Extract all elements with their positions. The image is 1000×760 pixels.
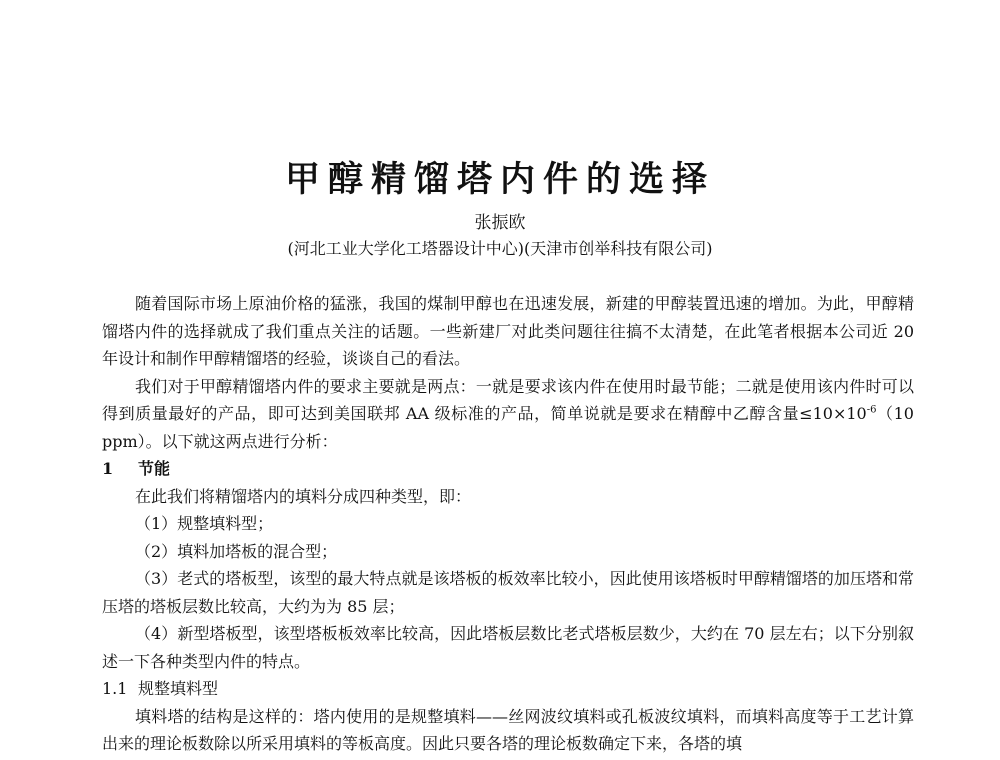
intro-paragraph: 随着国际市场上原油价格的猛涨，我国的煤制甲醇也在迅速发展，新建的甲醇装置迅速的增加。为此，甲醇精馏塔内件的选择就成了我们重点关注的话题。一些新建厂对此类问题往往搞不太清楚，在此笔者根据本公司近 20 年设计和制作甲醇精馏塔的经验，谈谈自己的看法。: [102, 294, 914, 368]
author-affiliation: (河北工业大学化工塔器设计中心)(天津市创举科技有限公司): [287, 239, 713, 258]
paper-title: 甲醇精馏塔内件的选择: [284, 159, 715, 200]
requirements-text: 我们对于甲醇精馏塔内件的要求主要就是两点：一就是要求该内件在使用时最节能；二就是使用该内件时可以得到质量最好的产品，即可达到美国联邦 AA 级标准的产品，简单说就是要求在精醇中乙醇含量≤10×10: [102, 376, 914, 423]
list-item-1: （1）规整填料型；: [135, 514, 274, 533]
list-item-2: （2）填料加塔板的混合型；: [135, 541, 338, 561]
list-item-3: （3）老式的塔板型，该型的最大特点就是该塔板的板效率比较小，因此使用该塔板时甲醇精馏塔的加压塔和常压塔的塔板层数比较高，大约为为 85 层；: [102, 569, 914, 616]
section-heading-1: [102, 455, 914, 483]
subsection-number: 1.1: [102, 679, 128, 698]
exponent: -6: [866, 404, 877, 416]
paper-body: [102, 290, 914, 758]
requirements-paragraph: [102, 373, 914, 456]
packed-tower-paragraph: 填料塔的结构是这样的：塔内使用的是规整填料——丝网波纹填料或孔板波纹填料，而填料高度等于工艺计算出来的理论板数除以所采用填料的等板高度。因此只要各塔的理论板数确定下来，各塔的填: [102, 706, 914, 753]
list-item-4: （4）新型塔板型，该型塔板板效率比较高，因此塔板层数比老式塔板层数少，大约在 70 层左右；以下分别叙述一下各种类型内件的特点。: [102, 624, 914, 671]
section-title: 节能: [138, 459, 171, 478]
section-number: 1: [102, 459, 114, 478]
requirements-text-end: （10 ppm）。以下就这两点进行分析：: [102, 404, 914, 451]
packing-types-intro: 在此我们将精馏塔内的填料分成四种类型，即：: [135, 486, 472, 506]
section-heading-1-1: [102, 675, 914, 703]
author-name: 张振欧: [474, 213, 526, 233]
subsection-title: 规整填料型: [138, 679, 219, 698]
